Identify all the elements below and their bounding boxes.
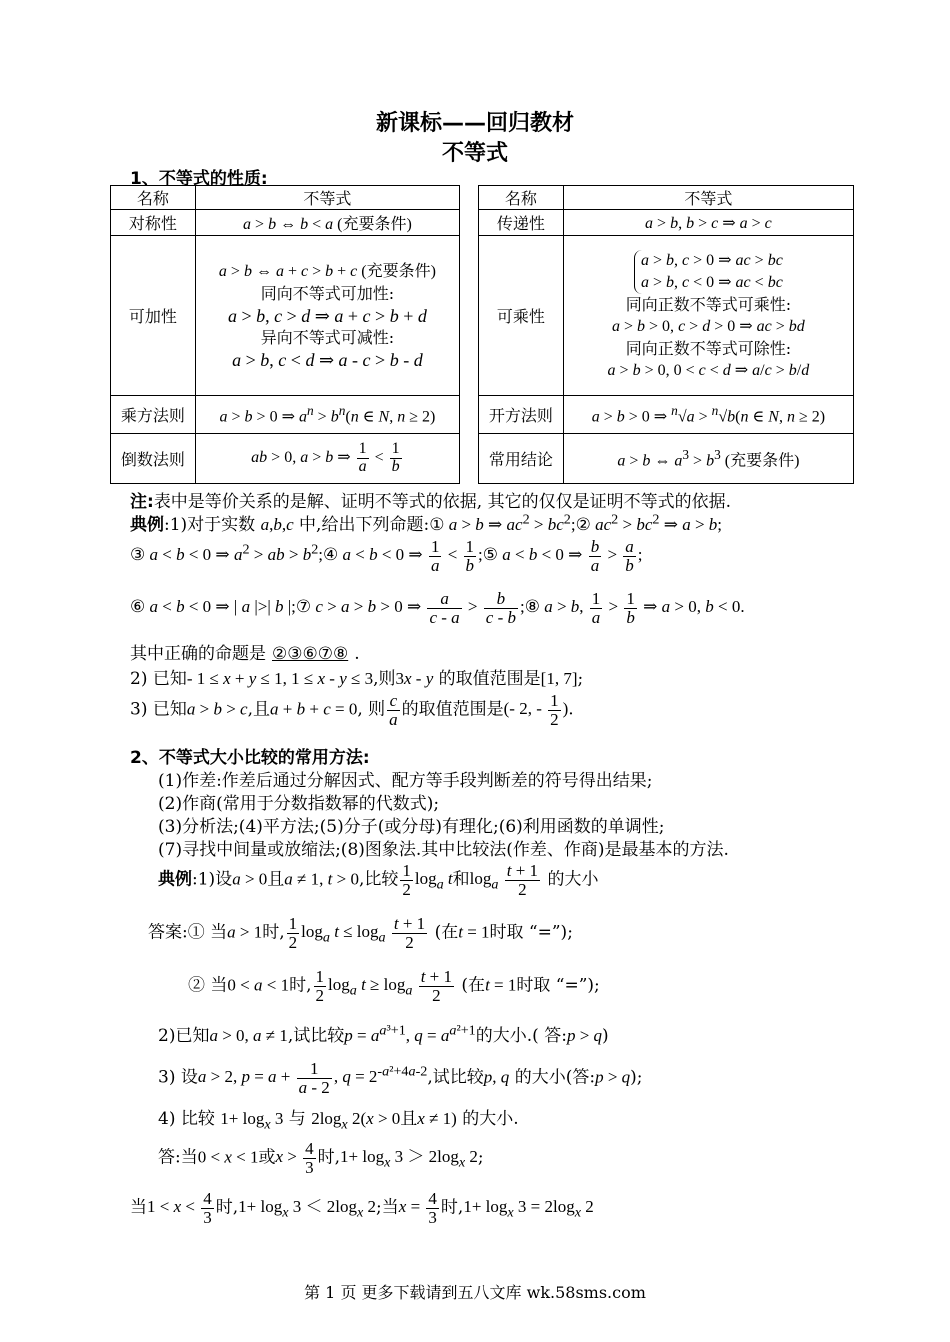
text: 2) 已知 [130,669,187,689]
text: , 则 [357,699,386,720]
text: 中,给出下列命题: [299,515,430,535]
table-row [111,396,854,434]
example2-q4: 4) 比较 $1+ \log_x 3$ 与 $2\log_x$ 2(x > 0且x ≠ 1) 的大小. [158,1109,519,1133]
text: 3) 设 [158,1067,198,1088]
section2-heading: 2、不等式大小比较的常用方法: [130,748,370,768]
text: ;当 [376,1197,399,1218]
page-subtitle: 不等式 [441,141,508,166]
page-title: 新课标——回归教材 [375,111,574,136]
example2-q3: 3) 设a > 2, p = a + $\frac{1}{a - 2}$ , $q = 2^{-a^2+4a-2}$,试比较p, q 的大小(答:p > q); [158,1059,643,1097]
example2-answer4a: 答:当0 < x < 1或x > $\frac{4}{3}$ 时$,1+ \log_x 3 > 2\log_x$ 2; [158,1139,484,1177]
col-name-left: 名称 [111,186,196,210]
label: 同向正数不等式可乘性: [625,294,792,314]
label: 异向不等式可减性: [260,327,395,347]
text: ; [477,1147,484,1168]
example1-line2: ③ a < b < 0 ⇒ $a^2$ > ab > $b^2;④$ a < b < 0 ⇒ $\frac{1}{a}$ < $\frac{1}{b}$ ;⑤ a < b < 0 ⇒ $\frac{b}{a}$ > $\frac{a}{b}$ ; [130,537,643,575]
text: (在 [461,975,486,996]
row-name: 对称性 [111,210,196,236]
formula: a > b > 0 ⇒ $a^n > b^n(n$ ∈ N, n ≥ 2) [195,396,459,434]
example2-answer4b: 当1 < x < $\frac{4}{3}$ 时$,1+ \log_x 3 < 2\log_x$ 2;当x = $\frac{4}{3}$ 时$,1+ \log_x 3 = 2\log_x$ 2 [130,1189,594,1227]
text: 或 [258,1147,276,1168]
formula: a > b, c > 0 ⇒ ac > bc a > b, c < 0 ⇒ ac < bc 同向正数不等式可乘性: a > b > 0, c > d > 0 ⇒ ac > bd 同向正数不等式可除性: a > b > 0, 0 < c < d ⇒ a/c > b/d [563,236,853,396]
example1-q2: 2) 已知- 1 ≤ x + y ≤ 1, 1 ≤ x - y ≤ 3,则3x - y 的取值范围是[1, 7]; [130,669,584,689]
col-name-right: 名称 [478,186,563,210]
row-name: 可加性 [111,236,196,396]
text: 2)已知 [158,1026,210,1046]
table-header-row [111,186,854,210]
text: 4) 比较 [158,1109,215,1129]
row-name: 开方法则 [478,396,563,434]
note [130,487,731,512]
table-row [111,434,854,484]
example-label: 典例 [158,869,192,890]
text: 其中正确的命题是 [130,644,266,664]
row-name: 倒数法则 [111,434,196,484]
text: ,则 [373,669,396,689]
method-3: (3)分析法;(4)平方法;(5)分子(或分母)有理化;(6)利用函数的单调性; [158,817,665,837]
text: 时, [262,922,285,943]
formula: a > b ⇔ b < a (充要条件) [195,210,459,236]
text: 时取 “=”); [489,922,573,943]
text: 的取值范围是 [401,699,504,720]
example1-line3: ⑥ a < b < 0 ⇒ | a |>| b |;⑦ c > a > b > 0 ⇒ $\frac{a}{c - a}$ > $\frac{b}{c - b}$ ;⑧ a > b, $\frac{1}{a}$ > $\frac{1}{b}$ ⇒ a > 0, b < 0. [130,589,745,627]
method-2: (2)作商(常用于分数指数幂的代数式); [158,794,440,814]
page-footer: 第 1 页 更多下载请到五八文库 wk.58sms.com [304,1283,646,1302]
note-text: 表中是等价关系的是解、证明不等式的依据, 其它的仅仅是证明不等式的依据. [153,492,732,512]
col-ineq-left: 不等式 [195,186,459,210]
text: 的大小. [462,1109,519,1129]
row-name: 传递性 [478,210,563,236]
text: ,且 [247,699,270,720]
example2-q2: 2)已知a > 0, a ≠ 1,试比较$p = a^{a^3+1}$, $q = a^{a^2+1}$的大小.( 答:p > q) [158,1022,609,1046]
text: 答:当 [158,1147,198,1168]
method-1: (1)作差:作差后通过分解因式、配方等手段判断差的符号得出结果; [158,771,653,791]
text: 的大小 [547,869,599,890]
text: ,比较 [358,869,399,890]
text: 与 [288,1109,306,1129]
text: 时取 “=”); [516,975,600,996]
table-row [111,236,854,396]
tag: (充要条件) [361,262,436,280]
tag: (充要条件) [337,216,412,233]
text: 的大小(答: [514,1067,596,1088]
example2-answer1: 答案:① 当a > 1时, $\frac{1}{2}$ $\log_a t \le \log_a$ $\frac{t + 1}{2}$ (在t = 1时取 “=”); [148,914,573,952]
row-name: 可乘性 [478,236,563,396]
text: ,试比较 [287,1026,345,1046]
properties-table [110,185,854,484]
label: 同向正数不等式可除性: [625,338,792,358]
example1-line1: 典例:1)对于实数 a,b,c 中,给出下列命题:① a > b ⇒ $ac^2$ > $bc^2;②$ $ac^2 > bc^2$ ⇒ a > b; [130,511,723,535]
formula: a > b, b > c ⇒ a > c [563,210,853,236]
text: 时, [440,1197,464,1218]
text: 的大小.( 答: [475,1026,567,1046]
text: 时, [289,975,312,996]
text: 和 [452,869,470,890]
table-row [111,210,854,236]
formula: a > b ⇔ a + c > b + c (充要条件) 同向不等式可加性: a > b, c > d ⇒ a + c > b + d 异向不等式可减性: a > b, c < d ⇒ a - c > b - d [195,236,459,396]
col-ineq-right: 不等式 [563,186,853,210]
example2-q1: 典例:1)设a > 0且a ≠ 1, t > 0,比较 $\frac{1}{2}$ $\log_a t$和$\log_a$ $\frac{t + 1}{2}$ 的大小 [158,861,599,899]
example1-answer: 其中正确的命题是 ②③⑥⑦⑧ . [130,644,360,664]
text: 答案:① 当 [148,922,228,943]
label: 同向不等式可加性: [260,283,395,303]
formula: ab > 0, a > b ⇒ $\frac{1}{a}$ < $\frac{1}{b}$ [195,434,459,484]
note-label: 注: [130,492,154,512]
tag: (充要条件) [724,452,800,470]
text: 时, [317,1147,341,1168]
formula: a > b ⇔ $a^3 > b^3$ (充要条件) [563,434,853,484]
text: 的取值范围是 [438,669,541,689]
text: 当 [130,1197,147,1218]
example1-q3: 3) 已知a > b > c,且a + b + c = 0, 则 $\frac{c}{a}$ 的取值范围是(- 2, - $\frac{1}{2}$ ). [130,691,574,729]
text: 3) 已知 [130,699,187,720]
row-name: 乘方法则 [111,396,196,434]
text: 时, [215,1197,239,1218]
text: ② 当 [188,975,228,996]
text: :1)设 [192,869,233,890]
text: :1)对于实数 [164,515,256,535]
example2-answer2: ② 当0 < a < 1时, $\frac{1}{2}$ $\log_a t \ge \log_a$ $\frac{t + 1}{2}$ (在t = 1时取 “=”); [188,967,600,1005]
method-4: (7)寻找中间量或放缩法;(8)图象法.其中比较法(作差、作商)是最基本的方法. [158,840,729,860]
row-name: 常用结论 [478,434,563,484]
answer: ②③⑥⑦⑧ [272,644,349,664]
text: ,试比较 [427,1067,484,1088]
section1-heading: 1、不等式的性质: [130,169,268,189]
example-label: 典例 [130,515,164,535]
text: (在 [434,922,459,943]
formula: a > b > 0 ⇒ $^n$√a > $^n$√b(n ∈ N, n ≥ 2) [563,396,853,434]
